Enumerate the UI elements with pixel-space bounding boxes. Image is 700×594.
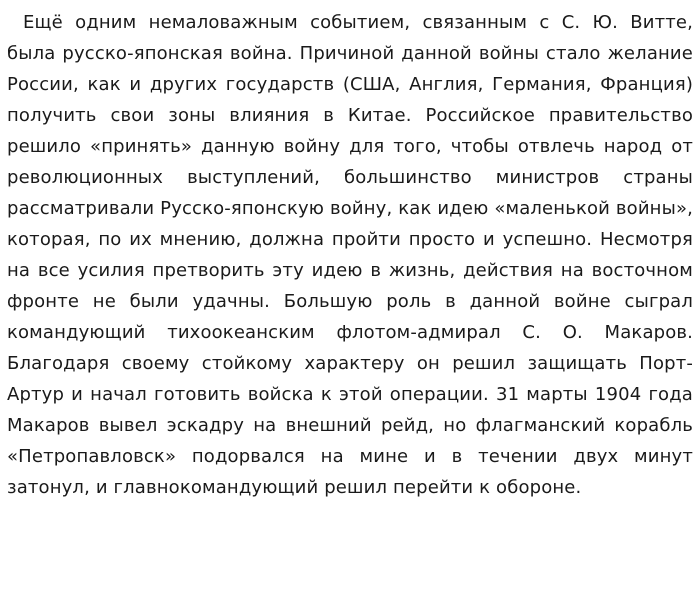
body-paragraph: Ещё одним немаловажным событием, связанным с С. Ю. Витте, была русско-японская война. Причиной данной войны стало желание России, как и других государств (США, Англия, Германия, Франция) получить свои зоны влияния в Китае. Российское правительство решило «принять» данную войну для того, чтобы отвлечь народ от революционных выступлений, большинство министров страны рассматривали Русско-японскую войну, как идею «маленькой войны», которая, по их мнению, должна пройти просто и успешно. Несмотря на все усилия претворить эту идею в жизнь, действия на восточном фронте не были удачны. Большую роль в данной войне сыграл командующий тихоокеанским флотом-адмирал С. О. Макаров. Благодаря своему стойкому характеру он решил защищать Порт-Артур и начал готовить войска к этой операции. 31 марты 1904 года Макаров вывел эскадру на внешний рейд, но флагманский корабль «Петропавловск» подорвался на мине и в течении двух минут затонул, и главнокомандующий решил перейти к обороне. [7, 12, 693, 498]
document-page [7, 7, 693, 503]
